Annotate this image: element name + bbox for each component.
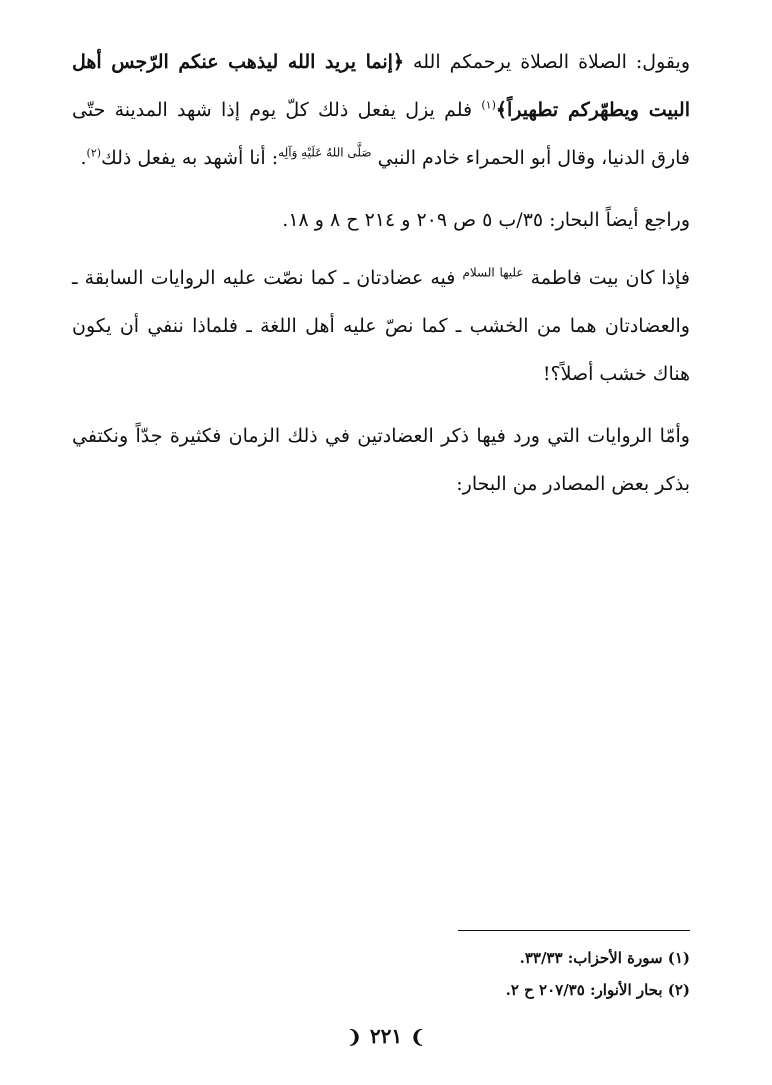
honorific-prophet: صَلَّى اللهُ عَلَيْهِ وَآلِه [278, 145, 372, 160]
footnote-separator [458, 930, 690, 931]
footnote-ref-2: (٢) [86, 146, 102, 160]
quran-verse: ﴿إنما يريد الله ليذهب عنكم الرّجس أهل البيت ويطهّركم تطهيراً﴾ [72, 51, 690, 121]
ornament-right-icon: ❩ [410, 1027, 426, 1048]
paragraph-4: وأمّا الروايات التي ورد فيها ذكر العضادتين في ذلك الزمان فكثيرة جدّاً ونكتفي بذكر بعض المصادر من البحار: [72, 425, 690, 495]
p3-start: فإذا كان بيت فاطمة [523, 267, 691, 289]
page-body [72, 38, 690, 522]
paragraph-3 [72, 254, 690, 398]
p1-tail: . [80, 147, 87, 169]
page-number-value: ٢٢١ [369, 1024, 403, 1048]
footnote-1: (١) سورة الأحزاب: ٣٣/٣٣. [519, 949, 690, 967]
page-number [0, 1024, 772, 1048]
p1-middle: فلم يزل يفعل ذلك كلّ يوم إذا شهد المدينة حتّى فارق الدنيا، وقال أبو الحمراء خادم النبي [72, 99, 690, 169]
p1-end: : أنا أشهد به يفعل ذلك [101, 147, 279, 169]
p3-rest: فيه عضادتان ـ كما نصّت عليه الروايات السابقة ـ والعضادتان هما من الخشب ـ كما نصّ عليه أهل اللغة ـ فلماذا ننفي أن يكون هناك خشب أصلاً؟! [72, 267, 690, 385]
paragraph-2: وراجع أيضاً البحار: ٣٥/ب ٥ ص ٢٠٩ و ٢١٤ ح ٨ و ١٨. [282, 209, 690, 231]
p1-intro: ويقول: الصلاة الصلاة يرحمكم الله [404, 51, 690, 73]
footnote-ref-1: (١) [481, 98, 496, 112]
paragraph-1 [72, 38, 690, 182]
footnote-2: (٢) بحار الأنوار: ٢٠٧/٣٥ ح ٢. [505, 981, 690, 999]
ornament-left-icon: ❨ [346, 1027, 362, 1048]
footnotes [90, 942, 690, 1006]
honorific-fatima: عليها السلام [462, 265, 524, 280]
